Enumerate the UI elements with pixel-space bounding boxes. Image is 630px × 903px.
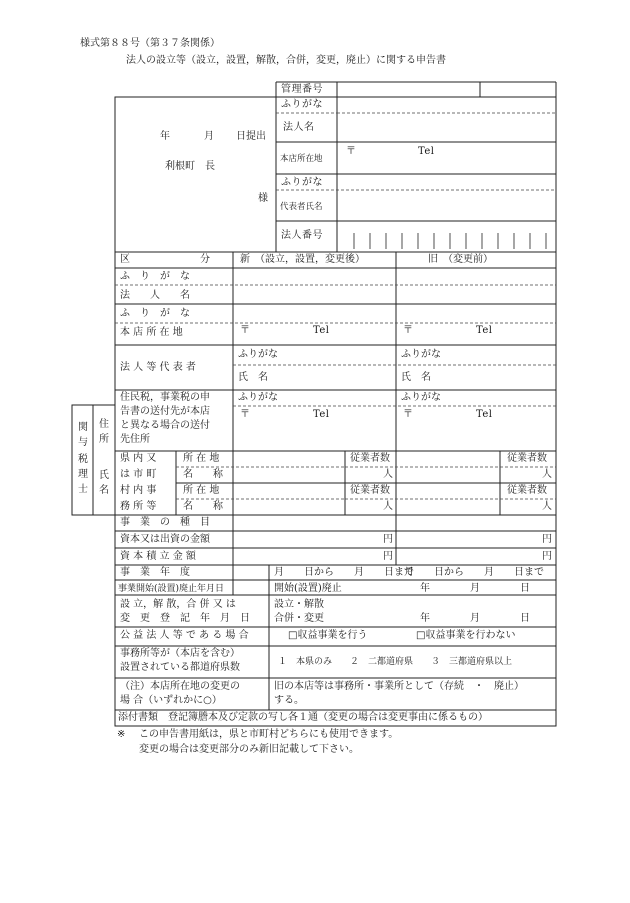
nin-new-2: 人 [383, 501, 393, 512]
shozaichi-label-1: 所 在 地 [183, 453, 220, 464]
jimusho-line-1: 事務所等が（本店を含む） [120, 648, 240, 659]
tel-label: Tel [418, 146, 435, 157]
juminzei-line-2: 告書の送付先が本店 [120, 406, 210, 417]
year-label: 年 [160, 131, 170, 142]
shihon-label: 資本又は出資の金額 [120, 534, 210, 545]
shimei-old: 氏 名 [401, 372, 431, 383]
day-submitted-label: 日提出 [236, 131, 266, 142]
tenpu-shorui: 添付書類 登記簿謄本及び定款の写し各１通（変更の場合は変更事由に係るもの） [118, 712, 488, 723]
shozaichi-label-2: 所 在 地 [183, 485, 220, 496]
postal-sofu-new: 〒 [240, 409, 250, 420]
tel-sofu-old: Tel [476, 409, 493, 420]
jugyoin-old-1: 従業者数 [507, 453, 547, 464]
meisho-label-1: 名 称 [183, 469, 223, 480]
furigana-row-label: ふ り が な [120, 271, 190, 282]
jugyoin-new-1: 従業者数 [350, 453, 390, 464]
kennai-line-3: 村 内 事 [120, 485, 157, 496]
zeirishi-label-shimei: 氏名 [99, 470, 109, 496]
honten-label: 本店所在地 [280, 154, 323, 164]
furigana-old: ふりがな [401, 349, 441, 360]
setsuritsu-line-1: 設 立，解 散，合 併 又 は [120, 599, 236, 610]
hojin-bangou-label: 法人番号 [281, 230, 323, 241]
daihyo-label: 代表者氏名 [280, 202, 323, 212]
setsuritsu-value-1: 設立・解散 [274, 599, 324, 610]
juminzei-line-4: 先住所 [120, 434, 150, 445]
jigyo-shumoku-label: 事 業 の 種 目 [120, 517, 210, 528]
jugyoin-new-2: 従業者数 [350, 485, 390, 496]
nendo-new: 月 日から 月 日まで [274, 567, 414, 578]
tel-sofu-new: Tel [313, 409, 330, 420]
old-column-label: 旧 （変更前） [428, 254, 493, 265]
shimei-new: 氏 名 [238, 372, 268, 383]
shihon-tsumitate-label: 資 本 積 立 金 額 [120, 551, 196, 562]
jigyo-nendo-label: 事 業 年 度 [120, 567, 190, 578]
mayor-label: 利根町 長 [165, 161, 215, 172]
new-column-label: 新 （設立，設置，変更後） [240, 254, 365, 265]
koueki-option-1[interactable]: □収益事業を行う [288, 630, 368, 641]
zeirishi-label-kanyo: 関与 [78, 422, 88, 448]
kanri-bangou-label: 管理番号 [281, 84, 323, 95]
yen-shihon-old: 円 [542, 534, 552, 545]
chu-line-1: （注）本店所在地の変更の [120, 681, 240, 692]
honten-row-label: 本 店 所 在 地 [120, 327, 183, 338]
zeirishi-label-jusho: 住所 [99, 419, 109, 445]
juminzei-line-1: 住民税，事業税の申 [120, 392, 210, 403]
kubun-label: 区 分 [120, 254, 210, 265]
note-line-2: 変更の場合は変更部分のみ新旧記載して下さい。 [139, 744, 359, 755]
jimusho-line-2: 設置されている都道府県数 [120, 662, 240, 673]
chu-line-2: 場 合（いずれかに○） [120, 695, 222, 706]
yen-tsumitate-old: 円 [542, 551, 552, 562]
note-line-1: この申告書用紙は，県と市町村どちらにも使用できます。 [139, 729, 399, 740]
furigana-label-2: ふりがな [281, 177, 323, 188]
note-mark: ※ [117, 729, 126, 740]
daihyo-row-label: 法 人 等 代 表 者 [120, 362, 196, 373]
furigana-sofu-old: ふりがな [401, 392, 441, 403]
koueki-label: 公 益 法 人 等 で あ る 場 合 [120, 630, 249, 641]
furigana-new: ふりがな [238, 349, 278, 360]
postal-mark-new: 〒 [240, 325, 250, 336]
setsuritsu-line-2: 変 更 登 記 年 月 日 [120, 613, 250, 624]
kaishi-ymd: 年 月 日 [420, 583, 530, 594]
nin-new-1: 人 [383, 469, 393, 480]
kennai-line-4: 務 所 等 [120, 501, 157, 512]
kaishi-label: 事業開始(設置)廃止年月日 [118, 584, 225, 594]
zeirishi-label-shi: 士 [78, 484, 88, 495]
koueki-option-2[interactable]: □収益事業を行わない [416, 630, 516, 641]
furigana-label-1: ふりがな [281, 99, 323, 110]
postal-mark: 〒 [346, 146, 356, 157]
chu-line-3[interactable]: 旧の本店等は事務所・事業所として（存続 ・ 廃止） [274, 681, 524, 692]
form-number: 様式第８８号（第３７条関係） [80, 38, 220, 49]
jugyoin-old-2: 従業者数 [507, 485, 547, 496]
kennai-line-2: は 市 町 [120, 469, 157, 480]
tel-label-old: Tel [476, 325, 493, 336]
hojin-mei-row-label: 法 人 名 [120, 290, 190, 301]
furigana-sofu-new: ふりがな [238, 392, 278, 403]
juminzei-line-3: と異なる場合の送付 [120, 420, 210, 431]
postal-sofu-old: 〒 [403, 409, 413, 420]
postal-mark-old: 〒 [403, 325, 413, 336]
form-title: 法人の設立等（設立，設置，解散，合併，変更，廃止）に関する申告書 [126, 55, 446, 66]
meisho-label-2: 名 称 [183, 501, 223, 512]
yen-tsumitate-new: 円 [383, 551, 393, 562]
zeirishi-label-zeiri: 税理 [78, 454, 88, 480]
tel-label-new: Tel [313, 325, 330, 336]
hojin-mei-label: 法人名 [283, 122, 315, 133]
setsuritsu-value-2: 合併・変更 [274, 613, 324, 624]
chu-line-4: する。 [274, 695, 304, 706]
yen-shihon-new: 円 [383, 534, 393, 545]
sama-label: 様 [258, 193, 268, 204]
jimusho-options[interactable]: １ 本県のみ ２ 二都道府県 ３ 三都道府県以上 [278, 657, 513, 667]
furigana-row-label-2: ふ り が な [120, 308, 190, 319]
kaishi-value: 開始(設置)廃止 [274, 583, 342, 594]
setsuritsu-ymd: 年 月 日 [420, 613, 530, 624]
month-label: 月 [204, 131, 214, 142]
nendo-old: 月 日から 月 日まで [404, 567, 544, 578]
nin-old-2: 人 [542, 501, 552, 512]
kennai-line-1: 県 内 又 [120, 453, 157, 464]
nin-old-1: 人 [542, 469, 552, 480]
